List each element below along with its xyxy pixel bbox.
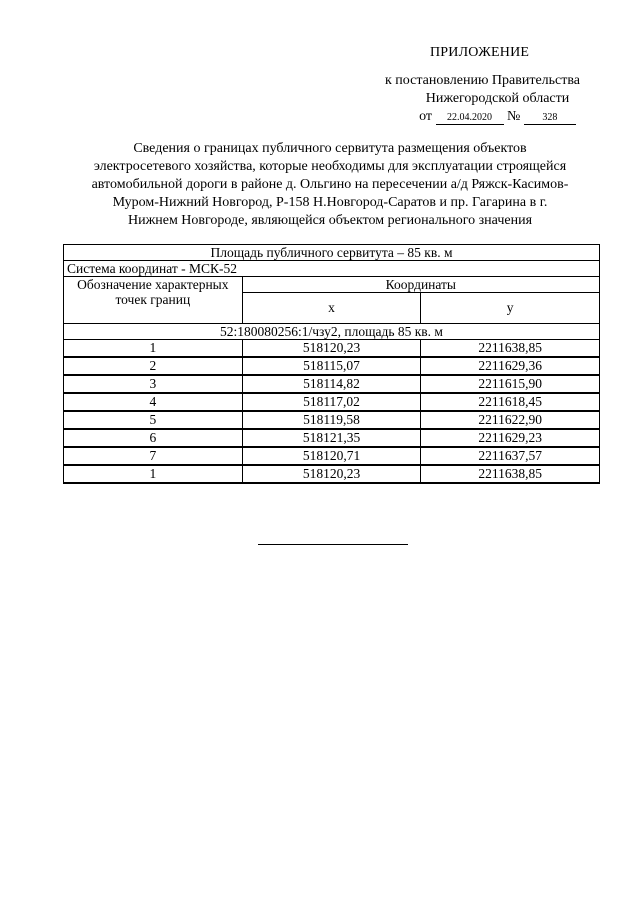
- x-cell: 518120,23: [242, 340, 421, 358]
- annex-number-label: №: [507, 109, 521, 124]
- annex-date: 22.04.2020: [436, 112, 504, 125]
- y-cell: 2211618,45: [421, 393, 600, 411]
- table-row: [64, 375, 600, 393]
- table-row: [64, 261, 600, 277]
- y-column-header: y: [421, 293, 600, 324]
- y-cell: 2211615,90: [421, 375, 600, 393]
- x-column-header: x: [242, 293, 421, 324]
- y-cell: 2211638,85: [421, 465, 600, 483]
- document-title-line: электросетевого хозяйства, которые необходимы для эксплуатации строящейся: [93, 159, 567, 174]
- x-cell: 518121,35: [242, 429, 421, 447]
- point-cell: 4: [64, 393, 243, 411]
- x-cell: 518120,71: [242, 447, 421, 465]
- table-body: [64, 340, 600, 484]
- y-cell: 2211622,90: [421, 411, 600, 429]
- table-row: [64, 429, 600, 447]
- point-cell: 2: [64, 357, 243, 375]
- y-cell: 2211637,57: [421, 447, 600, 465]
- annex-line-date-number: [345, 108, 640, 126]
- point-column-header: Обозначение характерных точек границ: [64, 277, 243, 324]
- coordinates-table: [63, 244, 600, 484]
- document-title-line: автомобильной дороги в районе д. Ольгино на пересечении а/д Ряжск-Касимов-: [91, 177, 569, 192]
- end-divider: [258, 544, 408, 545]
- coord-system-cell: Система координат - МСК-52: [64, 261, 600, 277]
- annex-line-region: Нижегородской области: [425, 91, 570, 106]
- table-row: [64, 324, 600, 340]
- x-cell: 518120,23: [242, 465, 421, 483]
- x-cell: 518115,07: [242, 357, 421, 375]
- table-row: [64, 393, 600, 411]
- document-title-line: Сведения о границах публичного сервитута размещения объектов: [133, 141, 527, 156]
- x-cell: 518119,58: [242, 411, 421, 429]
- table-row: [64, 447, 600, 465]
- x-cell: 518117,02: [242, 393, 421, 411]
- point-cell: 6: [64, 429, 243, 447]
- table-row: [64, 340, 600, 358]
- point-cell: 7: [64, 447, 243, 465]
- annex-number: 328: [524, 112, 576, 125]
- x-cell: 518114,82: [242, 375, 421, 393]
- annex-title: ПРИЛОЖЕНИЕ: [430, 45, 530, 60]
- point-cell: 1: [64, 340, 243, 358]
- table-row: [64, 465, 600, 483]
- coords-column-header: Координаты: [242, 277, 599, 293]
- document-title: [60, 140, 600, 230]
- point-cell: 1: [64, 465, 243, 483]
- annex-line-decree: к постановлению Правительства: [384, 73, 581, 88]
- table-header-row: [64, 277, 600, 293]
- point-cell: 3: [64, 375, 243, 393]
- document-title-line: Муром-Нижний Новгород, Р-158 Н.Новгород-Саратов и пр. Гагарина в г.: [112, 195, 548, 210]
- table-row: [64, 245, 600, 261]
- document-title-line: Нижнем Новгороде, являющейся объектом регионального значения: [127, 213, 533, 228]
- area-header-cell: Площадь публичного сервитута – 85 кв. м: [64, 245, 600, 261]
- y-cell: 2211629,36: [421, 357, 600, 375]
- table-row: [64, 411, 600, 429]
- table-row: [64, 357, 600, 375]
- point-cell: 5: [64, 411, 243, 429]
- y-cell: 2211638,85: [421, 340, 600, 358]
- annex-from-label: от: [419, 109, 433, 124]
- parcel-cell: 52:180080256:1/чзу2, площадь 85 кв. м: [64, 324, 600, 340]
- y-cell: 2211629,23: [421, 429, 600, 447]
